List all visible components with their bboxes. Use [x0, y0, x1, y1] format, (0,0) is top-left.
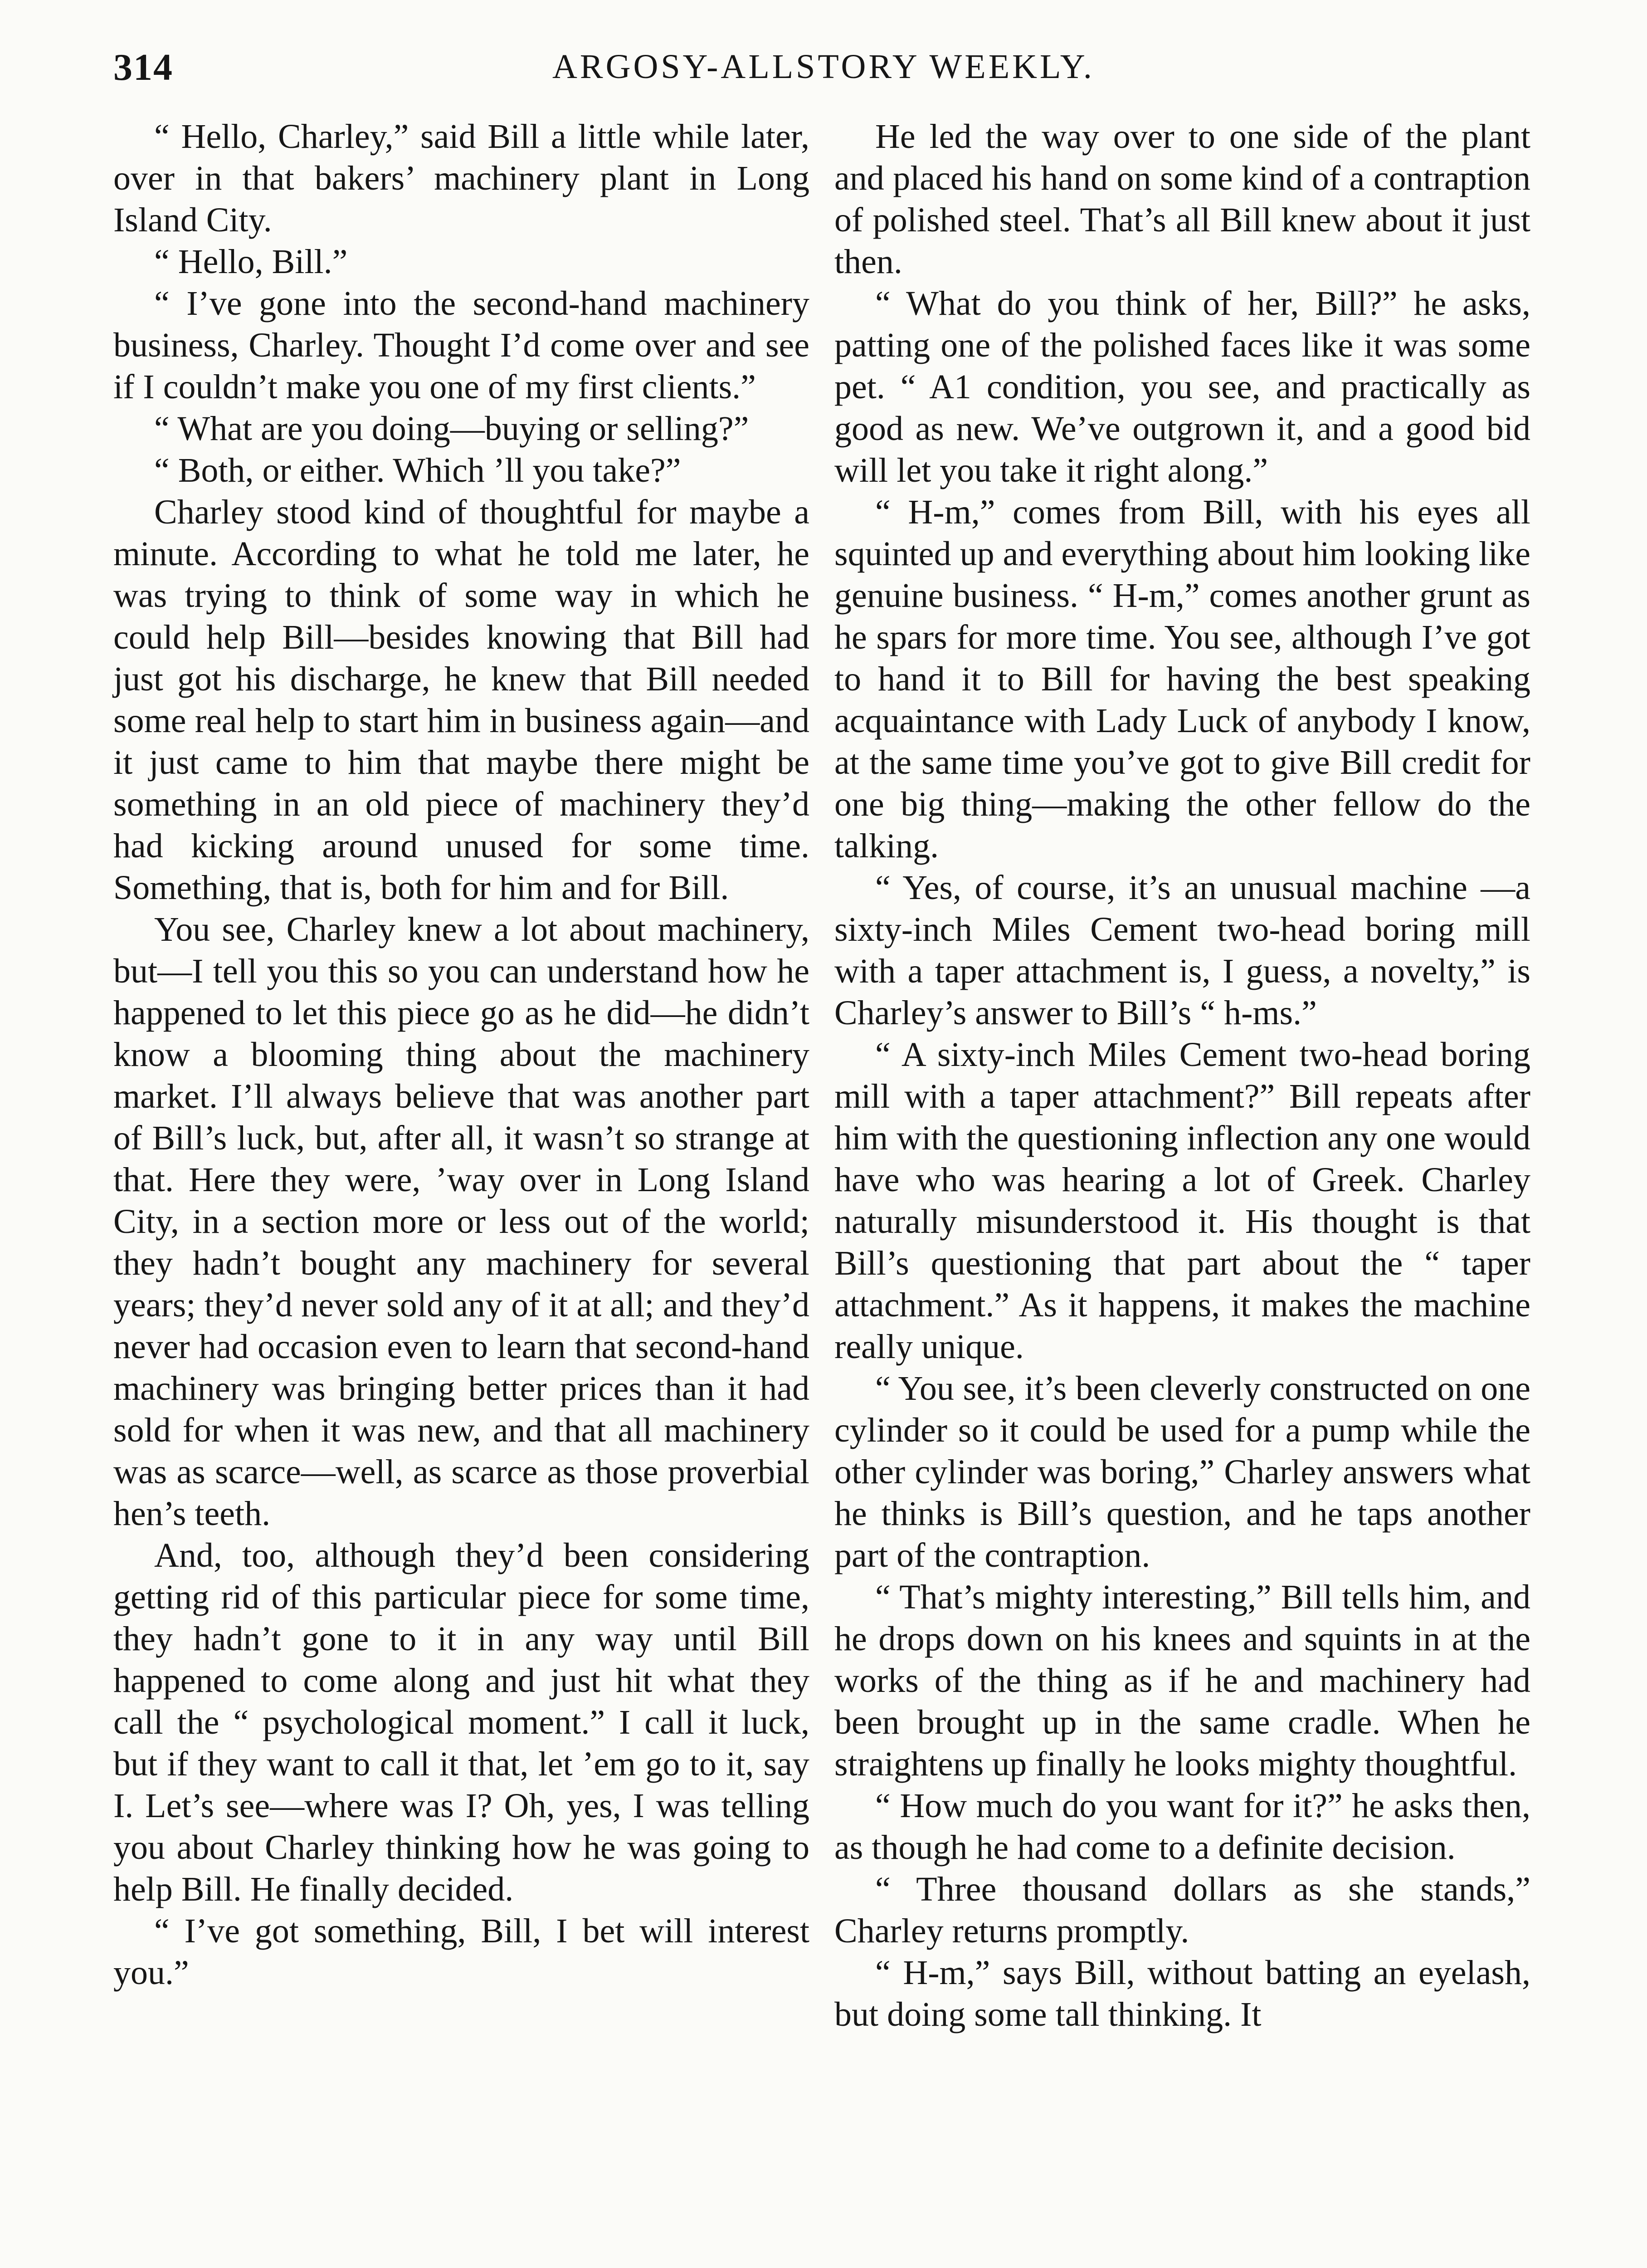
paragraph: “ What are you doing—buying or selling?” [154, 410, 749, 448]
paragraph: “ Hello, Charley,” said Bill a little while later, over in that bakers’ machinery plant in Long Island City. [113, 117, 809, 239]
page-number: 314 [113, 46, 173, 88]
page-header [113, 45, 1534, 95]
left-column [113, 116, 809, 2268]
paragraph: “ Three thousand dollars as she stands,” Charley returns promptly. [834, 1870, 1530, 1950]
paragraph: “ How much do you want for it?” he asks then, as though he had come to a definite decision. [834, 1787, 1530, 1867]
paragraph: “ H-m,” comes from Bill, with his eyes all squinted up and everything about him looking like genuine business. “ H-m,” comes another grunt as he spars for more time. You see, although I’ve got to hand it to Bill for having the best speaking acquaintance with Lady Luck of anybody I know, at the same time you’ve got to give Bill credit for one big thing—making the other fellow do the talking. [834, 493, 1530, 865]
paragraph: “ H-m,” says Bill, without batting an eyelash, but doing some tall thinking. It [834, 1954, 1530, 2033]
right-column [834, 116, 1530, 2268]
paragraph: “ A sixty-inch Miles Cement two-head boring mill with a taper attachment?” Bill repeats after him with the questioning inflection any one would have who was hearing a lot of Greek. Charley naturally misunderstood it. His thought is that Bill’s questioning that part about the “ taper attachment.” As it happens, it makes the machine really unique. [834, 1036, 1530, 1366]
paragraph: “ I’ve got something, Bill, I bet will interest you.” [113, 1912, 809, 1992]
paragraph: Charley stood kind of thoughtful for maybe a minute. According to what he told me later, he was trying to think of some way in which he could help Bill—besides knowing that Bill had just got his discharge, he knew that Bill needed some real help to start him in business again—and it just came to him that maybe there might be something in an old piece of machinery they’d had kicking around unused for some time. Something, that is, both for him and for Bill. [113, 493, 809, 907]
paragraph: He led the way over to one side of the plant and placed his hand on some kind of a contraption of polished steel. That’s all Bill knew about it just then. [834, 117, 1530, 281]
paragraph: And, too, although they’d been considering getting rid of this particular piece for some time, they hadn’t gone to it in any way until Bill happened to come along and just hit what they call the “ psychological moment.” I call it luck, but if they want to call it that, let ’em go to it, say I. Let’s see—where was I? Oh, yes, I was telling you about Charley thinking how he was going to help Bill. He finally decided. [113, 1536, 809, 1908]
paragraph: “ I’ve gone into the second-hand machinery business, Charley. Thought I’d come over and see if I couldn’t make you one of my first clients.” [113, 284, 809, 406]
running-title: ARGOSY-ALLSTORY WEEKLY. [552, 48, 1095, 86]
paragraph: “ Both, or either. Which ’ll you take?” [154, 451, 681, 489]
paragraph: “ That’s mighty interesting,” Bill tells him, and he drops down on his knees and squints in at the works of the thing as if he and machinery had been brought up in the same cradle. When he straightens up finally he looks mighty thoughtful. [834, 1578, 1530, 1783]
paragraph: “ Hello, Bill.” [154, 243, 348, 281]
paragraph: “ What do you think of her, Bill?” he asks, patting one of the polished faces like it was some pet. “ A1 condition, you see, and practically as good as new. We’ve outgrown it, and a good bid will let you take it right along.” [834, 284, 1530, 489]
paragraph: “ Yes, of course, it’s an unusual machine —a sixty-inch Miles Cement two-head boring mill with a taper attachment is, I guess, a novelty,” is Charley’s answer to Bill’s “ h-ms.” [834, 869, 1530, 1032]
paragraph: “ You see, it’s been cleverly constructed on one cylinder so it could be used for a pump while the other cylinder was boring,” Charley answers what he thinks is Bill’s question, and he taps another part of the contraption. [834, 1369, 1530, 1574]
paragraph: You see, Charley knew a lot about machinery, but—I tell you this so you can understand how he happened to let this piece go as he did—he didn’t know a blooming thing about the machinery market. I’ll always believe that was another part of Bill’s luck, but, after all, it wasn’t so strange at that. Here they were, ’way over in Long Island City, in a section more or less out of the world; they hadn’t bought any machinery for several years; they’d never sold any of it at all; and they’d never had occasion even to learn that second-hand machinery was bringing better prices than it had sold for when it was new, and that all machinery was as scarce—well, as scarce as those proverbial hen’s teeth. [113, 910, 809, 1533]
